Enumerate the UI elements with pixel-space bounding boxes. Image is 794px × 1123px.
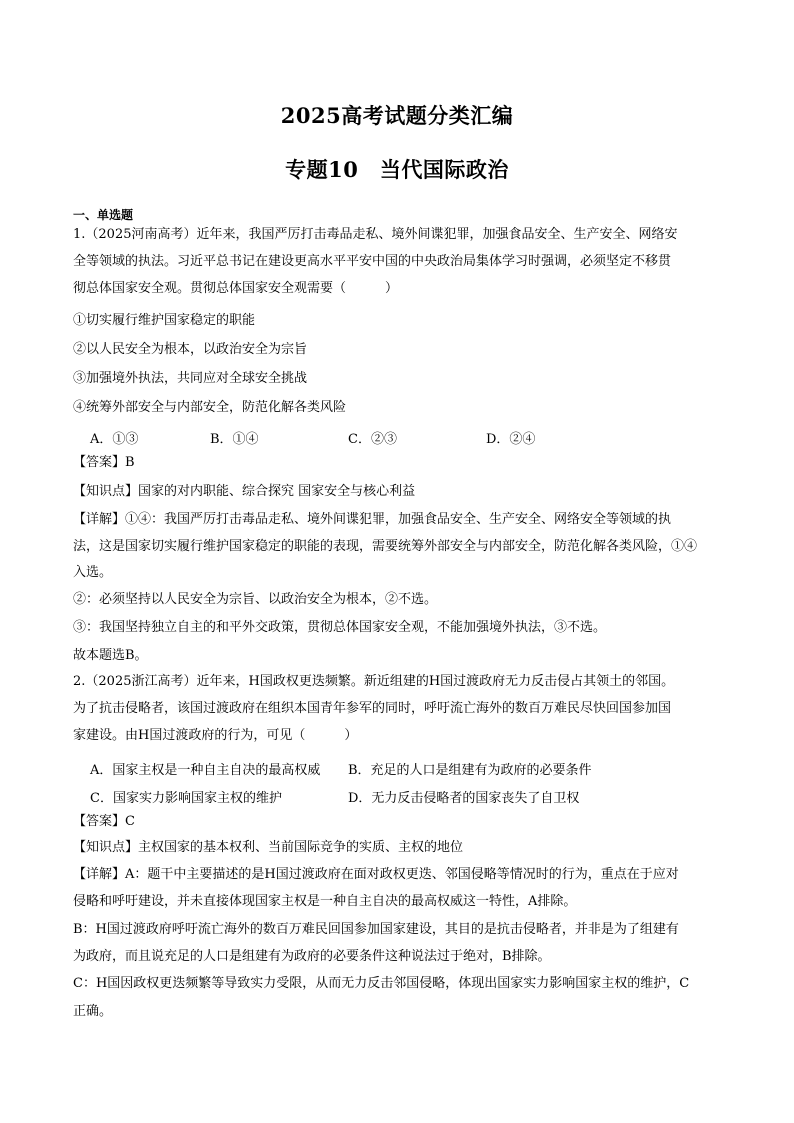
q1-detail-line: ③：我国坚持独立自主的和平外交政策，贯彻总体国家安全观，不能加强境外执法，③不选。 (73, 620, 607, 635)
q2-stem-line: 为了抗击侵略者，该国过渡政府在组织本国青年参军的同时，呼吁流亡海外的数百万难民尽快回国参加国 (73, 701, 672, 716)
section-heading: 一、单选题 (73, 208, 134, 222)
q1-item: ②以人民安全为根本，以政治安全为宗旨 (73, 342, 308, 357)
q1-knowledge: 【知识点】国家的对内职能、综合探究 国家安全与核心利益 (73, 484, 416, 499)
q1-item: ③加强境外执法，共同应对全球安全挑战 (73, 371, 308, 386)
q2-detail-line: 侵略和呼吁建设，并未直接体现国家主权是一种自主自决的最高权威这一特性，A排除。 (73, 894, 577, 909)
q1-stem-line: 1.（2025河南高考）近年来，我国严厉打击毒品走私、境外间谍犯罪，加强食品安全、生产安全、网络安 (73, 227, 678, 242)
q1-detail-line: 法，这是国家切实履行维护国家稳定的职能的表现，需要统筹外部安全与内部安全，防范化解各类风险，①④ (73, 539, 698, 554)
q2-option-c: C．国家实力影响国家主权的维护 (90, 791, 282, 806)
q2-answer: 【答案】C (73, 814, 135, 829)
q2-detail-line: 正确。 (73, 1004, 113, 1019)
q2-detail-line: 为政府，而且说充足的人口是组建有为政府的必要条件这种说法过于绝对，B排除。 (73, 949, 551, 964)
q1-option-a: A．①③ (90, 432, 139, 447)
q2-option-a: A．国家主权是一种自主自决的最高权威 (90, 763, 321, 778)
q2-knowledge: 【知识点】主权国家的基本权利、当前国际竞争的实质、主权的地位 (73, 840, 464, 855)
q1-item: ①切实履行维护国家稳定的职能 (73, 313, 256, 328)
q1-answer: 【答案】B (73, 455, 135, 470)
q1-option-b: B．①④ (210, 432, 259, 447)
q2-detail-line: B：H国过渡政府呼吁流亡海外的数百万难民回国参加国家建设，其目的是抗击侵略者，并非是为了组建有 (73, 922, 679, 937)
q2-detail-line: C：H国因政权更迭频繁等导致实力受限，从而无力反击邻国侵略，体现出国家实力影响国家主权的维护，C (73, 976, 690, 991)
q1-detail-line: ②：必须坚持以人民安全为宗旨、以政治安全为根本，②不选。 (73, 592, 438, 607)
q1-stem-line: 彻总体国家安全观。贯彻总体国家安全观需要（ ） (73, 281, 399, 296)
q2-detail-line: 【详解】A：题干中主要描述的是H国过渡政府在面对政权更迭、邻国侵略等情况时的行为，重点在于应对 (73, 867, 679, 882)
q1-option-d: D．②④ (486, 432, 536, 447)
q1-stem-line: 全等领域的执法。习近平总书记在建设更高水平平安中国的中央政治局集体学习时强调，必须坚定不移贯 (73, 254, 672, 269)
q1-detail-line: 【详解】①④：我国严厉打击毒品走私、境外间谍犯罪，加强食品安全、生产安全、网络安全等领域的执 (73, 512, 672, 527)
q1-option-c: C．②③ (348, 432, 397, 447)
document-title: 2025高考试题分类汇编 (280, 103, 514, 128)
q2-option-b: B．充足的人口是组建有为政府的必要条件 (348, 763, 592, 778)
q1-item: ④统筹外部安全与内部安全，防范化解各类风险 (73, 400, 347, 415)
document-subtitle: 专题10 当代国际政治 (285, 157, 509, 182)
q2-option-d: D．无力反击侵略者的国家丧失了自卫权 (348, 791, 580, 806)
q2-stem-line: 2.（2025浙江高考）近年来，H国政权更迭频繁。新近组建的H国过渡政府无力反击侵占其领土的邻国。 (73, 674, 675, 689)
q2-stem-line: 家建设。由H国过渡政府的行为，可见（ ） (73, 728, 358, 743)
q1-detail-line: 故本题选B。 (73, 648, 148, 663)
q1-detail-line: 入选。 (73, 565, 113, 580)
